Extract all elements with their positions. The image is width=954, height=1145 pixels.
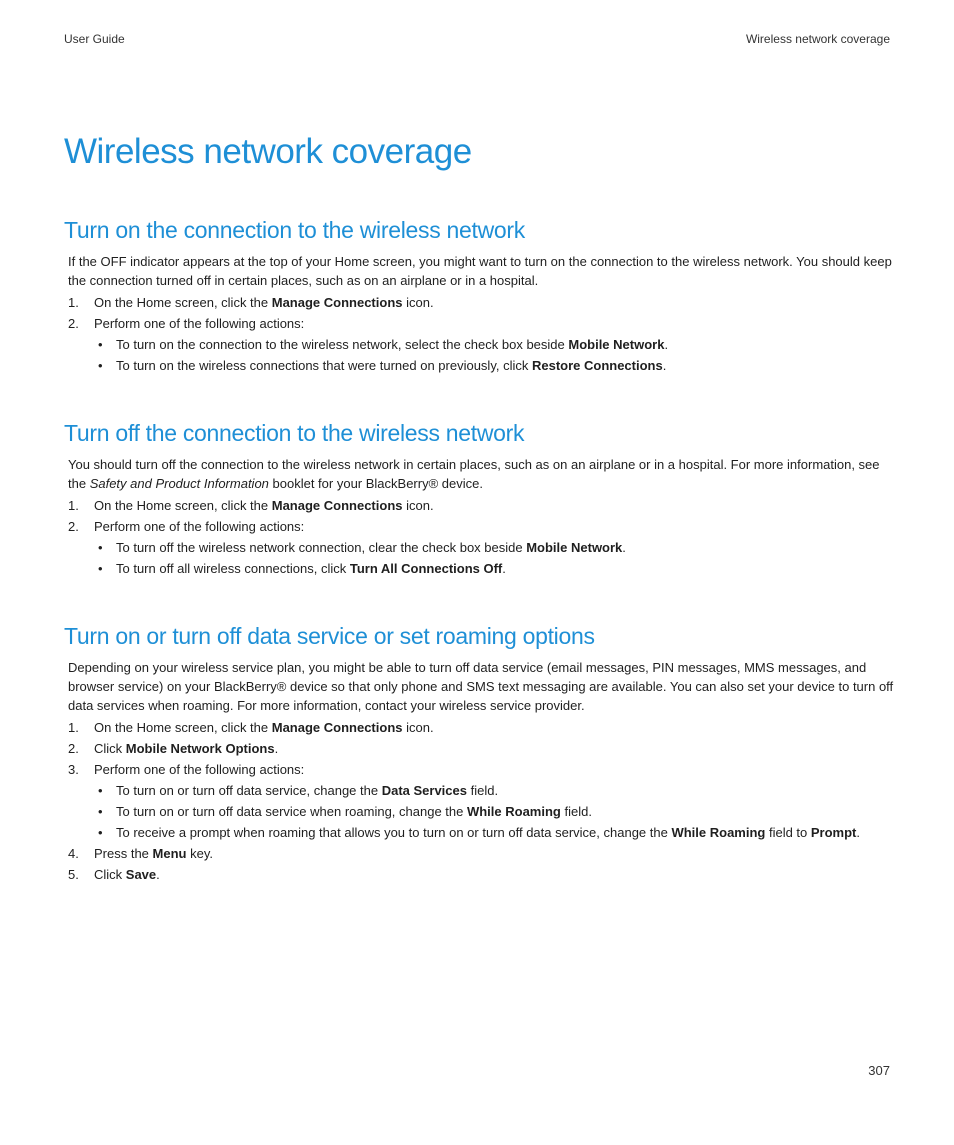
step-number: 1. (68, 295, 79, 310)
step-number: 3. (68, 762, 79, 777)
section-turn-on-connection (64, 214, 894, 376)
action-text: field to (765, 825, 811, 840)
action-text: . (502, 561, 506, 576)
section-heading: Turn on or turn off data service or set roaming options (64, 623, 595, 649)
step-item (68, 759, 894, 843)
ui-term: Turn All Connections Off (349, 561, 503, 576)
action-text: . (664, 337, 669, 352)
bullet: • (98, 783, 103, 798)
action-item (94, 801, 894, 822)
intro-text: booklet for your BlackBerry® device. (268, 476, 483, 491)
section-intro (68, 455, 894, 493)
page-content (64, 128, 894, 885)
bullet: • (98, 561, 103, 576)
step-item (68, 516, 894, 579)
step-text: Perform one of the following actions: (94, 762, 305, 777)
bullet: • (98, 337, 103, 352)
step-item (68, 313, 894, 376)
step-text: . (156, 867, 160, 882)
steps-list (68, 292, 894, 376)
action-item (94, 334, 894, 355)
step-text: Click (94, 867, 126, 882)
action-text: To turn off all wireless connections, click (116, 561, 350, 576)
step-item (68, 738, 894, 759)
ui-term: While Roaming (671, 825, 766, 840)
step-number: 2. (68, 741, 79, 756)
step-number: 1. (68, 720, 79, 735)
action-list (94, 537, 894, 579)
header-guide-label: User Guide (64, 32, 125, 46)
action-text: To turn off the wireless network connection, clear the check box beside (116, 540, 527, 555)
booklet-title: Safety and Product Information (89, 476, 269, 491)
step-number: 4. (68, 846, 79, 861)
step-number: 2. (68, 316, 79, 331)
action-list (94, 780, 894, 843)
action-text: To turn on the wireless connections that were turned on previously, click (116, 358, 532, 373)
bullet: • (98, 540, 103, 555)
action-text: field. (560, 804, 592, 819)
action-text: . (662, 358, 667, 373)
section-turn-off-connection (64, 417, 894, 579)
step-text: icon. (402, 498, 434, 513)
ui-term: Data Services (381, 783, 467, 798)
ui-term: Mobile Network Options (125, 741, 275, 756)
step-number: 2. (68, 519, 79, 534)
ui-term: Mobile Network (526, 540, 623, 555)
step-number: 5. (68, 867, 79, 882)
step-text: Perform one of the following actions: (94, 519, 305, 534)
ui-term: Manage Connections (271, 720, 403, 735)
ui-term: While Roaming (466, 804, 561, 819)
step-item (68, 717, 894, 738)
bullet: • (98, 825, 103, 840)
action-list (94, 334, 894, 376)
step-text: Press the (94, 846, 153, 861)
page-number: 307 (868, 1063, 890, 1078)
action-text: To receive a prompt when roaming that allows you to turn on or turn off data service, change the (116, 825, 672, 840)
step-text: On the Home screen, click the (94, 498, 272, 513)
action-text: To turn on or turn off data service, change the (116, 783, 382, 798)
step-text: On the Home screen, click the (94, 295, 272, 310)
ui-term: Menu (152, 846, 187, 861)
action-item (94, 537, 894, 558)
bullet: • (98, 804, 103, 819)
step-text: On the Home screen, click the (94, 720, 272, 735)
ui-term: Save (125, 867, 157, 882)
step-item (68, 495, 894, 516)
step-item (68, 292, 894, 313)
action-text: . (622, 540, 626, 555)
section-intro: Depending on your wireless service plan, you might be able to turn off data service (email messages, PIN messages, MMS messages, and browser service) on your BlackBerry® device so that only phone and SMS text messaging are available. You can also set your device to turn off data services when roaming. For more information, contact your wireless service provider. (68, 660, 894, 713)
action-item (94, 558, 894, 579)
ui-term: Prompt (810, 825, 857, 840)
steps-list (68, 495, 894, 579)
step-item (68, 864, 894, 885)
action-item (94, 780, 894, 801)
step-text: icon. (402, 295, 434, 310)
step-item (68, 843, 894, 864)
page-title: Wireless network coverage (64, 132, 472, 171)
ui-term: Manage Connections (271, 295, 403, 310)
step-text: key. (186, 846, 213, 861)
action-text: field. (466, 783, 499, 798)
action-text: To turn on the connection to the wireless network, select the check box beside (116, 337, 569, 352)
section-heading: Turn off the connection to the wireless network (64, 420, 525, 446)
section-data-service-roaming (64, 620, 894, 885)
bullet: • (98, 358, 103, 373)
step-text: Perform one of the following actions: (94, 316, 305, 331)
step-text: . (274, 741, 279, 756)
action-item (94, 355, 894, 376)
action-item (94, 822, 894, 843)
step-text: icon. (402, 720, 434, 735)
section-intro: If the OFF indicator appears at the top of your Home screen, you might want to turn on the connection to the wireless network. You should keep the connection turned off in certain places, such as on an airplane or in a hospital. (68, 254, 892, 288)
header-chapter-label: Wireless network coverage (745, 32, 890, 46)
action-text: To turn on or turn off data service when roaming, change the (116, 804, 467, 819)
ui-term: Mobile Network (568, 337, 665, 352)
ui-term: Manage Connections (271, 498, 403, 513)
action-text: . (856, 825, 861, 840)
steps-list (68, 717, 894, 885)
step-number: 1. (68, 498, 79, 513)
intro-text: You should turn off the connection to the wireless network in certain places, such as on an airplane or in a hospital. For more information, see the (68, 457, 880, 491)
step-text: Click (94, 741, 126, 756)
ui-term: Restore Connections (531, 358, 663, 373)
section-heading: Turn on the connection to the wireless network (64, 217, 525, 243)
